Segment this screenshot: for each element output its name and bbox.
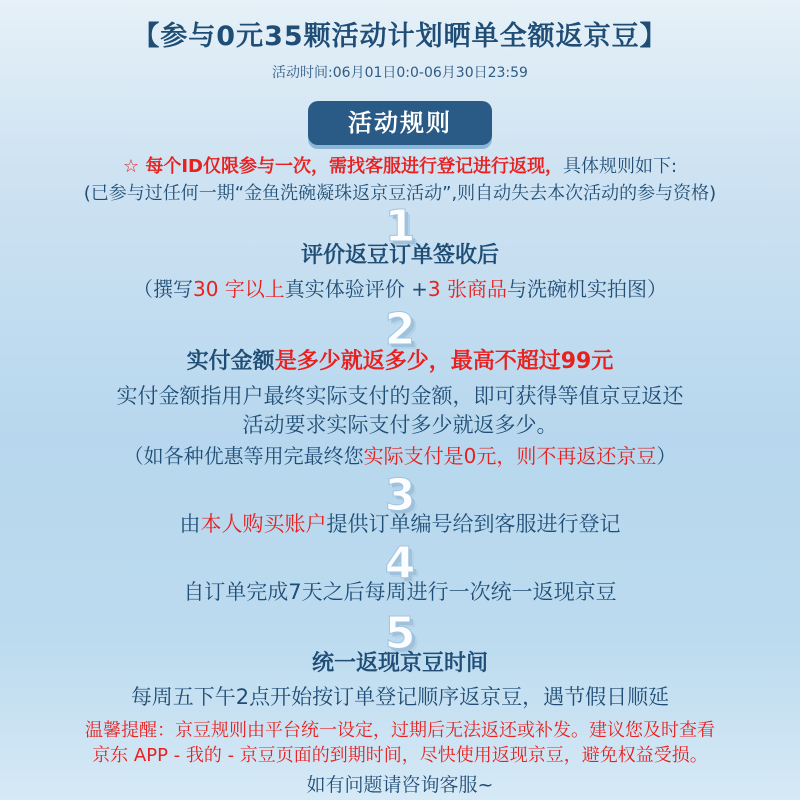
step2-heading (0, 344, 800, 375)
star-icon: ☆ (122, 156, 140, 177)
step1-detail-c: 与洗碗机实拍图） (507, 277, 668, 301)
intro-line (0, 152, 800, 178)
step-number-4: 4 (384, 538, 416, 589)
step3-text-highlight: 本人购买账户 (200, 512, 327, 536)
step-number-2: 2 (384, 304, 416, 355)
step2-line1: 实付金额指用户最终实际支付的金额，即可获得等值京豆返还 (116, 384, 684, 408)
step1-detail-b: 真实体验评价 + (284, 277, 428, 301)
step1-heading: 评价返豆订单签收后 (300, 243, 499, 268)
step-number-3: 3 (384, 470, 416, 521)
step-number-1: 1 (384, 201, 416, 252)
step2-line2: 活动要求实际支付多少就返多少。 (242, 413, 558, 437)
step5-text: 每周五下午2点开始按订单登记顺序返京豆，遇节假日顺延 (130, 685, 670, 709)
reminder-line1: 温馨提醒：京豆规则由平台统一设定，过期后无法返还或补发。建议您及时查看 (85, 720, 715, 741)
intro-note: (已参与过任何一期“金鱼洗碗凝珠返京豆活动”,则自动失去本次活动的参与资格) (83, 183, 717, 204)
footer-contact: 如有问题请咨询客服~ (306, 774, 494, 796)
intro-highlight: 每个ID仅限参与一次，需找客服进行登记进行返现， (145, 156, 563, 177)
step2-heading-a: 实付金额 (186, 349, 275, 374)
step2-note-a: （如各种优惠等用完最终您 (123, 444, 364, 468)
step-number-5: 5 (384, 608, 416, 659)
poster-title: 【参与0元35颗活动计划晒单全额返京豆】 (132, 21, 668, 52)
step2-note (0, 440, 800, 469)
step3-text-a: 由 (179, 512, 201, 536)
step3-text (0, 508, 800, 538)
step2-note-highlight: 实际支付是0元，则不再返还京豆 (363, 444, 657, 468)
step2-note-b: ） (656, 444, 677, 468)
step1-detail-words: 30 字以上 (192, 277, 285, 301)
step3-text-b: 提供订单编号给到客服进行登记 (326, 512, 621, 536)
step1-detail (0, 273, 800, 302)
activity-period: 活动时间:06月01日0:0-06月30日23:59 (272, 65, 528, 81)
step5-heading: 统一返现京豆时间 (311, 651, 488, 676)
step1-detail-a: （撰写 (132, 277, 193, 301)
step1-detail-photos: 3 张商品 (427, 277, 508, 301)
step4-text: 自订单完成7天之后每周进行一次统一返现京豆 (183, 580, 617, 604)
reminder-line2: 京东 APP - 我的 - 京豆页面的到期时间，尽快使用返现京豆，避免权益受损。 (92, 745, 708, 766)
intro-rest: 具体规则如下: (562, 156, 678, 177)
step2-heading-highlight: 是多少就返多少，最高不超过99元 (274, 349, 614, 374)
rules-badge: 活动规则 (308, 101, 492, 145)
